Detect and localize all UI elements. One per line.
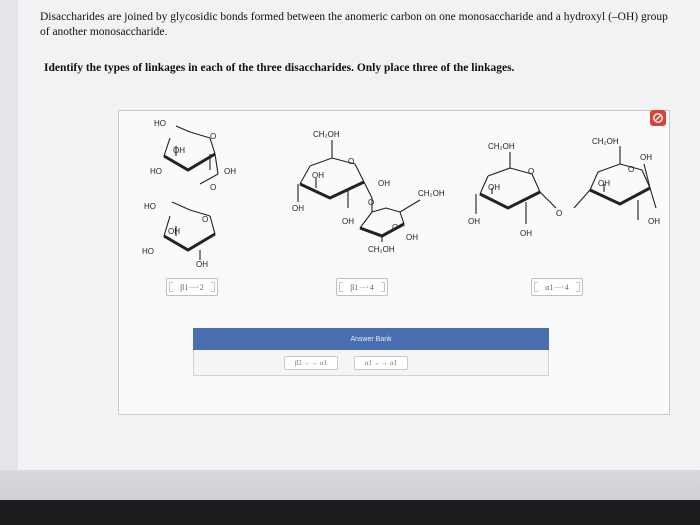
chip-1-left: β2: [294, 359, 302, 367]
monitor-bezel: [0, 500, 700, 525]
linkage-dropzone-3[interactable]: [531, 278, 583, 296]
m1-o-link-label: O: [210, 183, 217, 192]
m3-oh-ring-left-label: OH: [488, 183, 500, 192]
dropzone-1-position: 2: [199, 282, 204, 292]
dropzone-2-position: 4: [369, 282, 374, 292]
disaccharide-1: [142, 119, 236, 269]
m2-oh-fru-label: OH: [406, 233, 418, 242]
m1-oh-right-label: OH: [224, 167, 236, 176]
m2-ch2oh-fru-label: CH₂OH: [418, 189, 445, 198]
arrow-left-right-icon: ←→: [374, 359, 388, 367]
m2-oh-bottom-label: OH: [342, 217, 354, 226]
arrow-right-icon: —›: [189, 283, 199, 291]
m3-o-left-label: O: [528, 167, 535, 176]
m1-o-ring2-label: O: [202, 215, 209, 224]
m3-ch2oh-left-label: CH₂OH: [488, 142, 515, 151]
arrow-right-icon: —›: [554, 283, 564, 291]
m3-oh-bottom-left-label: OH: [520, 229, 532, 238]
answer-bank-header: Answer Bank: [193, 328, 549, 350]
chip-2-left: α1: [364, 359, 372, 367]
m3-oh-right-label: OH: [648, 217, 660, 226]
m3-ch2oh-right-label: CH₂OH: [592, 137, 619, 146]
linkage-dropzone-1[interactable]: [166, 278, 218, 296]
m2-oh-ring-label: OH: [312, 171, 324, 180]
m2-ch2oh-fru-bottom-label: CH₂OH: [368, 245, 395, 254]
m2-o-ring-label: O: [348, 157, 355, 166]
arrow-left-right-icon: ←→: [303, 359, 318, 367]
disaccharide-structures: [120, 112, 670, 282]
chip-2-right: α1: [390, 359, 398, 367]
m1-ho-left2-label: HO: [144, 202, 156, 211]
m3-oh-left-label: OH: [468, 217, 480, 226]
m3-oh-right-top-label: OH: [640, 153, 652, 162]
dropzone-1-anomer: β1: [180, 282, 189, 292]
question-prompt: Disaccharides are joined by glycosidic bonds formed between the anomeric carbon on one monosaccharide and a hydroxyl (–OH) group of another monosaccharide.: [40, 11, 668, 38]
m2-oh-left-label: OH: [292, 204, 304, 213]
linkage-dropzone-2[interactable]: [336, 278, 388, 296]
answer-chip-beta2-alpha1[interactable]: [284, 356, 338, 370]
m3-oh-ring-right-label: OH: [598, 179, 610, 188]
m2-o-fru-label: O: [392, 223, 399, 232]
m1-o-ring-label: O: [210, 132, 217, 141]
dropzone-2-anomer: β1: [350, 282, 359, 292]
m1-oh-bottom-label: OH: [196, 260, 208, 269]
answer-chip-alpha1-alpha1[interactable]: [354, 356, 408, 370]
disaccharide-2: [292, 130, 445, 254]
m1-oh-ring2-label: OH: [168, 227, 180, 236]
m1-oh-ring-label: OH: [173, 146, 185, 155]
disaccharide-3: [468, 137, 660, 238]
m3-o-right-label: O: [628, 165, 635, 174]
chip-1-right: α1: [319, 359, 328, 367]
dropzone-3-anomer: α1: [545, 282, 554, 292]
arrow-right-icon: —›: [359, 283, 369, 291]
m2-oh-c1-label: OH: [378, 179, 390, 188]
m3-o-link-label: O: [556, 209, 563, 218]
m1-ho-bottom-label: HO: [142, 247, 154, 256]
m2-o-link-label: O: [368, 198, 375, 207]
dropzone-3-position: 4: [564, 282, 569, 292]
question-instruction: Identify the types of linkages in each of the three disaccharides. Only place three of the linkages.: [44, 62, 515, 74]
m1-ho-top-label: HO: [154, 119, 166, 128]
m2-ch2oh-top-label: CH₂OH: [313, 130, 340, 139]
m1-ho-left-label: HO: [150, 167, 162, 176]
